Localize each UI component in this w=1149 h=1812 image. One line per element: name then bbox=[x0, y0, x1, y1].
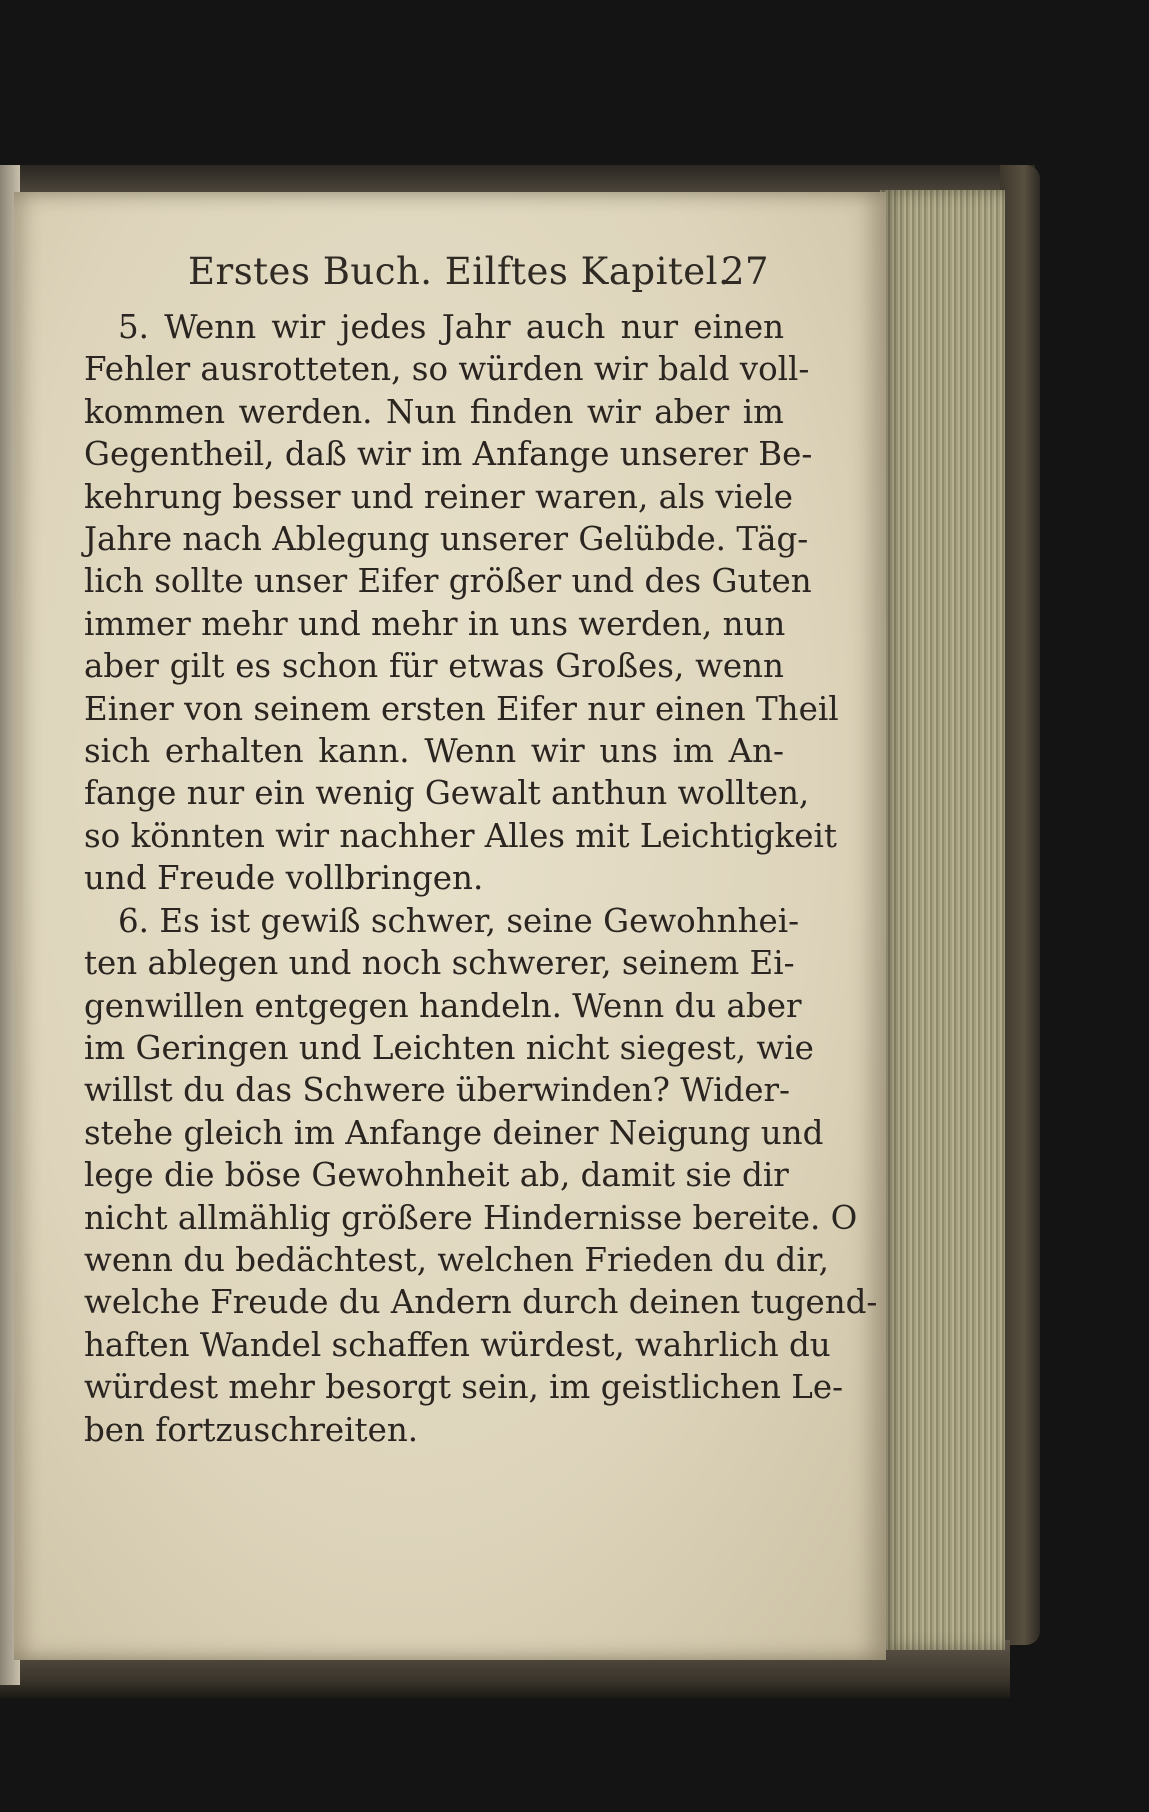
text-line: kehrung besser und reiner waren, als viele bbox=[84, 477, 794, 516]
page-edges bbox=[880, 190, 1005, 1650]
book-cover-spine-edge bbox=[1000, 165, 1040, 1645]
text-line: ben fortzuschreiten. bbox=[84, 1410, 419, 1449]
text-line: nicht allmählig größere Hindernisse bereite. O bbox=[84, 1198, 858, 1237]
text-line: Einer von seinem ersten Eifer nur einen Theil bbox=[84, 689, 839, 728]
text-line: willst du das Schwere überwinden? Wider- bbox=[84, 1071, 791, 1110]
text-line: genwillen entgegen handeln. Wenn du aber bbox=[84, 986, 802, 1025]
text-line: Jahre nach Ablegung unserer Gelübde. Täg- bbox=[84, 520, 809, 559]
text-line: lege die böse Gewohnheit ab, damit sie dir bbox=[84, 1156, 789, 1195]
text-line: 5. Wenn wir jedes Jahr auch nur einen bbox=[118, 308, 784, 346]
text-line: haften Wandel schaffen würdest, wahrlich du bbox=[84, 1325, 831, 1364]
text-line: und Freude vollbringen. bbox=[84, 859, 484, 898]
chapter-title: Erstes Buch. Eilftes Kapitel. bbox=[188, 250, 731, 293]
text-line: fange nur ein wenig Gewalt anthun wollten, bbox=[84, 774, 810, 813]
text-line: Fehler ausrotteten, so würden wir bald voll- bbox=[84, 350, 810, 389]
text-line: 6. Es ist gewiß schwer, seine Gewohnhei- bbox=[118, 901, 800, 940]
text-line: im Geringen und Leichten nicht siegest, wie bbox=[84, 1028, 814, 1067]
text-line: würdest mehr besorgt sein, im geistlichen Le- bbox=[84, 1368, 844, 1407]
text-line: welche Freude du Andern durch deinen tugend- bbox=[84, 1283, 878, 1322]
body-text bbox=[84, 306, 878, 1451]
text-line: ten ablegen und noch schwerer, seinem Ei- bbox=[84, 944, 795, 983]
text-line: Gegentheil, daß wir im Anfange unserer Be- bbox=[84, 435, 813, 474]
text-line: stehe gleich im Anfange deiner Neigung und bbox=[84, 1113, 824, 1152]
text-line: lich sollte unser Eifer größer und des Guten bbox=[84, 562, 812, 601]
text-line: wenn du bedächtest, welchen Frieden du dir, bbox=[84, 1240, 830, 1279]
text-line: sich erhalten kann. Wenn wir uns im An- bbox=[84, 732, 784, 771]
text-line: kommen werden. Nun finden wir aber im bbox=[84, 392, 784, 431]
text-line: aber gilt es schon für etwas Großes, wenn bbox=[84, 647, 784, 686]
text-line: so könnten wir nachher Alles mit Leichtigkeit bbox=[84, 816, 837, 855]
page-number: 27 bbox=[721, 250, 770, 293]
text-line: immer mehr und mehr in uns werden, nun bbox=[84, 604, 786, 643]
